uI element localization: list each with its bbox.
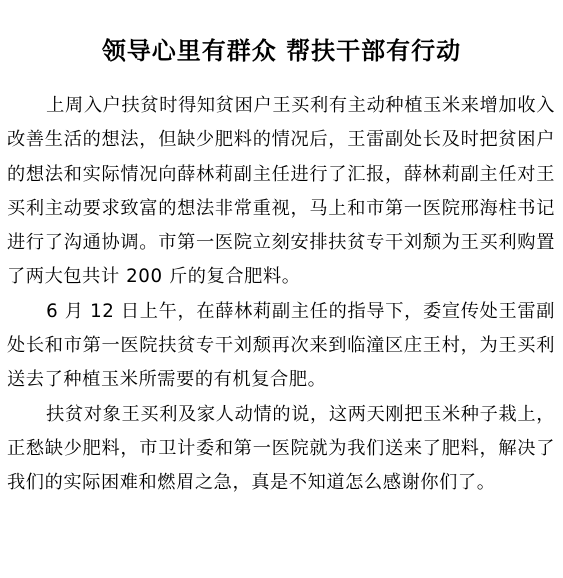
article-body (7, 89, 555, 501)
article-title: 领导心里有群众 帮扶干部有行动 (101, 36, 462, 65)
paragraph-2: 6 月 12 日上午，在薛林莉副主任的指导下，委宣传处王雷副处长和市第一医院扶贫专干刘颓再次来到临潼区庄王村，为王买利送去了种植玉米所需要的有机复合肥。 (7, 300, 555, 391)
paragraph-3: 扶贫对象王买利及家人动情的说，这两天刚把玉米种子栽上，正愁缺少肥料，市卫计委和第一医院就为我们送来了肥料，解决了我们的实际困难和燃眉之急，真是不知道怎么感谢你们了。 (7, 403, 555, 494)
paragraph-1: 上周入户扶贫时得知贫困户王买利有主动种植玉米来增加收入改善生活的想法，但缺少肥料的情况后，王雷副处长及时把贫困户的想法和实际情况向薛林莉副主任进行了汇报，薛林莉副主任对王买利主动要求致富的想法非常重视，马上和市第一医院邢海柱书记进行了沟通协调。市第一医院立刻安排扶贫专干刘颓为王买利购置了两大包共计 200 斤的复合肥料。 (7, 95, 555, 288)
